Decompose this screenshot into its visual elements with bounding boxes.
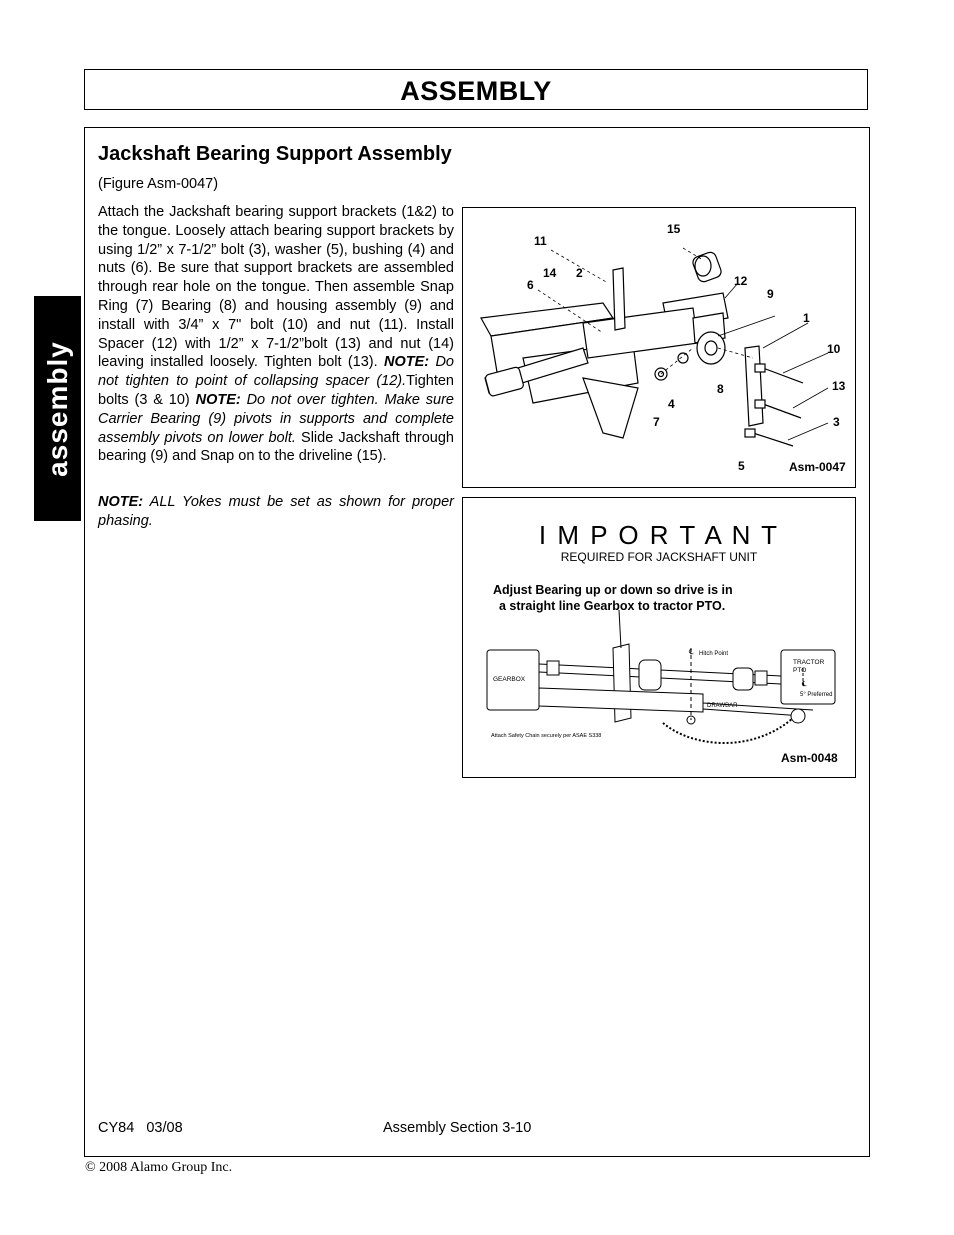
callout-10: 10 [827,342,841,356]
note-label-2: NOTE: [195,391,241,408]
callout-4: 4 [668,397,675,411]
note-text-2: Do not over tighten. Make sure Carrier Bearing (9) pivots in supports and complete assembly pivots on lower bolt. [98,391,454,446]
callout-15: 15 [667,222,681,236]
tractor-cl-symbol: ℄ [802,681,807,688]
figure-asm-0048 [462,497,856,778]
tractor-label-1: TRACTOR [793,659,825,666]
callout-12: 12 [734,274,748,288]
callout-1: 1 [803,311,810,325]
callout-3: 3 [833,415,840,429]
figure-asm-0047 [462,207,856,488]
body-paragraph [98,203,454,466]
note-text-1: Do not tighten to point of collapsing spacer (12). [98,354,454,390]
callout-9: 9 [767,287,774,301]
section-title: Jackshaft Bearing Support Assembly [98,143,452,165]
callout-6: 6 [527,278,534,292]
callout-11: 11 [534,234,547,248]
callout-13: 13 [832,379,846,393]
important-title: I M P O R T A N T [538,520,780,550]
header-box [84,69,868,110]
callout-2: 2 [576,266,583,280]
callout-14: 14 [543,266,557,280]
important-subtitle: REQUIRED FOR JACKSHAFT UNIT [560,550,758,564]
body-text-3: Slide Jackshaft through bearing (9) and Snap on to the driveline (15). [98,429,454,465]
instruction-line-1: Adjust Bearing up or down so drive is in [493,583,733,597]
drawbar-label: DRAWBAR [707,703,738,709]
note-label-1: NOTE: [384,354,430,371]
figure-id-label: Asm-0048 [781,751,838,765]
instruction-line-2: a straight line Gearbox to tractor PTO. [499,599,726,613]
safety-chain-label: Attach Safety Chain securely per ASAE S338 [491,733,602,739]
side-tab-label: assembly [41,340,73,477]
body-text-1: Attach the Jackshaft bearing support brackets (1&2) to the tongue. Loosely attach bearing support brackets by using 1/2” x 7-1/2” bolt (3), washer (5), bushing (4) and nuts (6). Be sure that support brackets are assembled through rear hole on the tongue. Then assemble Snap Ring (7) Bearing (8) and housing assembly (9) and install with 3/4” x 7" bolt (10) and nut (11). Install Spacer (12) with 1/2” x 7-1/2”bolt (13) and nut (14) leaving installed loosely. Tighten bolt (13). [98,204,454,371]
hitch-point-label: Hitch Point [699,651,729,657]
gearbox-label: GEARBOX [493,676,526,683]
preferred-angle-label: 5° Preferred [800,692,833,698]
page-title: ASSEMBLY [400,76,552,106]
side-tab [34,296,81,521]
note-text-3: ALL Yokes must be set as shown for proper phasing. [98,494,454,529]
callout-8: 8 [717,382,724,396]
note-paragraph [98,493,454,531]
tractor-label-2: PTO [793,667,807,674]
note-label-3: NOTE: [98,494,144,510]
footer-section: Assembly Section 3-10 [383,1120,532,1136]
callout-5: 5 [738,459,745,473]
figure-reference: (Figure Asm-0047) [98,176,219,192]
exploded-assembly-drawing [463,208,855,487]
callout-7: 7 [653,415,660,429]
hitch-cl-symbol: ℄ [689,649,694,656]
copyright: © 2008 Alamo Group Inc. [85,1160,233,1175]
body-text-2: Tighten bolts (3 & 10) [98,373,454,408]
footer-model-date: CY84 03/08 [98,1120,183,1136]
figure-id-label: Asm-0047 [789,460,846,474]
alignment-drawing [463,498,855,777]
